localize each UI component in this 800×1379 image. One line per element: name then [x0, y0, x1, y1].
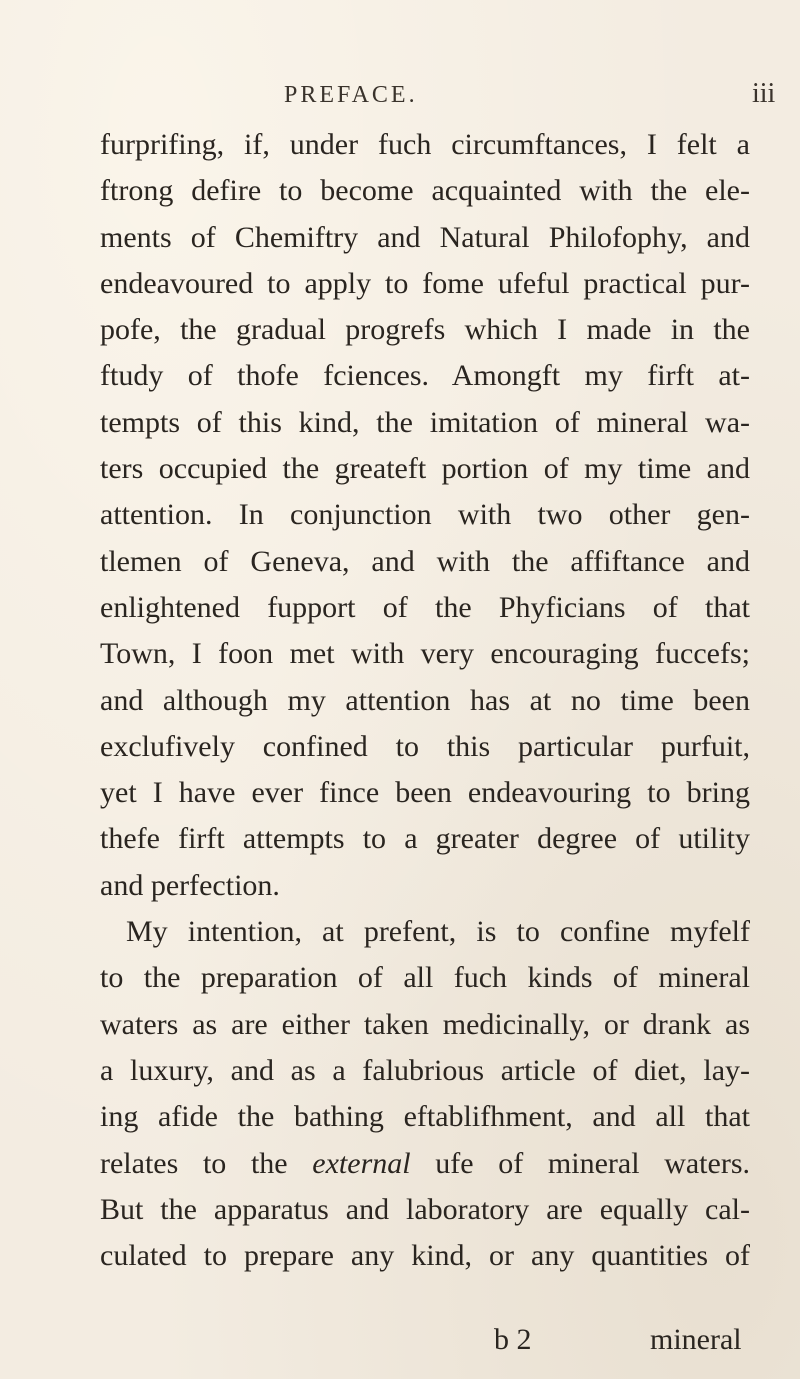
text-line: culated to prepare any kind, or any quantities of — [100, 1239, 750, 1273]
text-line: waters as are either taken medicinally, or drank as — [100, 1007, 750, 1041]
catchword: mineral — [650, 1323, 742, 1356]
text-line: tempts of this kind, the imitation of mineral wa- — [100, 405, 750, 439]
running-head — [0, 74, 800, 114]
text-line: a luxury, and as a falubrious article of diet, lay- — [100, 1053, 750, 1087]
running-title: PREFACE. — [284, 82, 418, 108]
text-line: and although my attention has at no time been — [100, 683, 750, 717]
italic-word: external — [312, 1146, 411, 1180]
paragraph-end-line: and perfection. — [100, 868, 280, 902]
text-line: endeavoured to apply to fome ufeful practical pur- — [100, 266, 750, 300]
text-line: enlightened fupport of the Phyficians of that — [100, 590, 750, 624]
page-footer — [0, 1323, 800, 1367]
text-line: pofe, the gradual progrefs which I made in the — [100, 313, 750, 347]
text-line-with-italic — [100, 1141, 750, 1187]
text-line: ing afide the bathing eftablifhment, and all that — [100, 1100, 750, 1134]
signature-mark: b 2 — [494, 1323, 532, 1356]
body-text — [100, 122, 750, 1279]
text-line: But the apparatus and laboratory are equally cal- — [100, 1192, 750, 1226]
text-line: ters occupied the greateft portion of my time and — [100, 452, 750, 486]
text-segment: ufe of mineral waters. — [435, 1146, 750, 1180]
paragraph-start-line: My intention, at prefent, is to confine myfelf — [126, 915, 750, 949]
text-line: ftudy of thofe fciences. Amongft my firft at- — [100, 359, 750, 393]
text-segment: relates to the — [100, 1146, 288, 1180]
text-line: tlemen of Geneva, and with the affiftance and — [100, 544, 750, 578]
text-line: to the preparation of all fuch kinds of mineral — [100, 961, 750, 995]
text-line: Town, I foon met with very encouraging fuccefs; — [100, 637, 750, 671]
text-line: exclufively confined to this particular purfuit, — [100, 729, 750, 763]
text-line: ments of Chemiftry and Natural Philofophy, and — [100, 220, 750, 254]
text-line: furprifing, if, under fuch circumftances, I felt a — [100, 128, 750, 161]
text-line: ftrong defire to become acquainted with the ele- — [100, 174, 750, 208]
page-number: iii — [752, 78, 776, 109]
text-line: attention. In conjunction with two other gen- — [100, 498, 750, 532]
text-line: yet I have ever fince been endeavouring to bring — [100, 776, 750, 810]
text-line: thefe firft attempts to a greater degree of utility — [100, 822, 750, 856]
